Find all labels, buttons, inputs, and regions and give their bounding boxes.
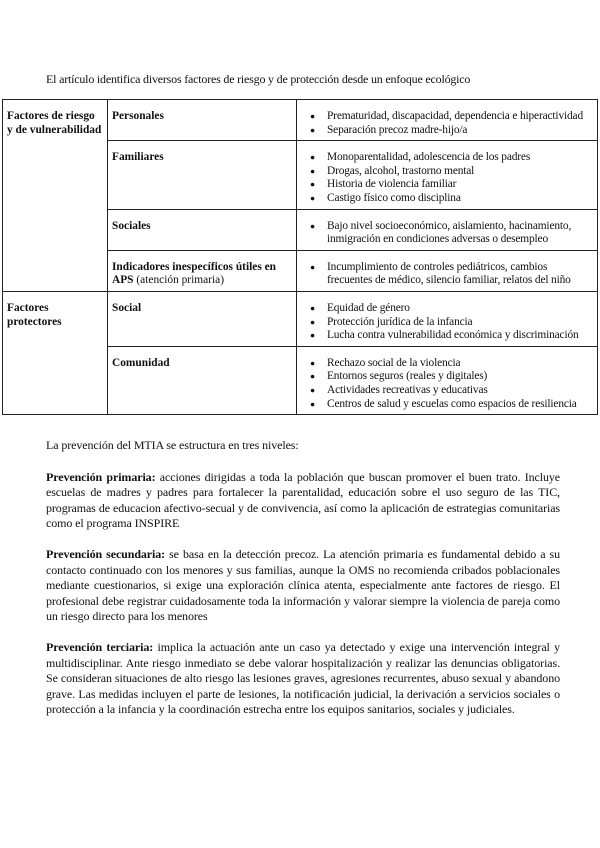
category-personales: Personales <box>108 100 297 141</box>
category-social: Social <box>108 291 297 346</box>
level-text: implica la actuación ante un caso ya detectado y exige una intervención integral y multidisciplinar. Ante riesgo inmediato se debe valorar hospitalización y realizar las denuncias obligatorias. Se consideran situaciones de alto riesgo las lesiones graves, agresiones recurrentes, abuso sexual y abandono grave. Las medidas incluyen el parte de lesiones, la notificación judicial, la derivación a servicios sociales o protección a la infancia y la coordinación estrecha entre los equipos sanitarios, sociales y judiciales. <box>46 639 561 717</box>
prevention-secondary <box>46 547 560 625</box>
risk-protection-table <box>2 99 598 415</box>
items-cell <box>297 291 598 346</box>
table-row <box>3 100 598 141</box>
table-row <box>3 291 598 346</box>
category-sociales: Sociales <box>108 209 297 250</box>
bullet-list <box>301 220 593 247</box>
category-comunidad: Comunidad <box>108 346 297 414</box>
list-item: ● Historia de violencia familiar <box>327 178 593 192</box>
list-item: ● Centros de salud y escuelas como espacios de resiliencia <box>327 398 593 412</box>
group-title-risk: Factores de riesgo y de vulnerabilidad <box>3 100 108 292</box>
category-note: (atención primaria) <box>136 274 224 287</box>
level-text: acciones dirigidas a toda la población que buscan promover el buen trato. Incluye escuelas de madres y padres para fortalecer la parentalidad, educación sobre el uso seguro de las TIC, programas de educacion afectivo-secual y de convivencia, así como la aplicación de estrategias comunitarias como el programa INSPIRE <box>46 469 560 531</box>
items-cell <box>297 250 598 291</box>
list-item: ● Bajo nivel socioeconómico, aislamiento, hacinamiento, inmigración en condiciones adversas o desempleo <box>327 220 593 247</box>
prevention-lead: La prevención del MTIA se estructura en tres niveles: <box>46 438 299 452</box>
list-item: ● Incumplimiento de controles pediátricos, cambios frecuentes de médico, silencio familiar, relatos del niño <box>327 261 593 288</box>
items-cell <box>297 141 598 209</box>
items-cell <box>297 346 598 414</box>
list-item: ● Drogas, alcohol, trastorno mental <box>327 165 593 179</box>
category-indicadores-aps <box>108 250 297 291</box>
list-item: ● Monoparentalidad, adolescencia de los padres <box>327 151 593 165</box>
list-item: ● Separación precoz madre-hijo/a <box>327 124 593 138</box>
list-item: ● Lucha contra vulnerabilidad económica y discriminación <box>327 329 593 343</box>
level-text: se basa en la detección precoz. La atención primaria es fundamental debido a su contacto continuado con los menores y sus familias, aunque la OMS no recomienda cribados poblacionales mediante cuestionarios, si exige una exploración clínica atenta, especialmente ante factores de riesgo. El profesional debe registrar cuidadosamente toda la información y valorar siempre la violencia de pareja como un riesgo directo para los menores <box>46 546 560 624</box>
list-item: ● Actividades recreativas y educativas <box>327 384 593 398</box>
bullet-list <box>301 110 593 137</box>
items-cell <box>297 209 598 250</box>
list-item: ● Prematuridad, discapacidad, dependencia e hiperactividad <box>327 110 593 124</box>
level-label: Prevención terciaria: <box>46 639 154 654</box>
bullet-list <box>301 261 593 288</box>
bullet-list <box>301 151 593 205</box>
bullet-list <box>301 357 593 411</box>
prevention-tertiary <box>46 640 560 718</box>
list-item: ● Entornos seguros (reales y digitales) <box>327 370 593 384</box>
intro-sentence: El artículo identifica diversos factores de riesgo y de protección desde un enfoque ecológico <box>46 72 471 86</box>
prevention-section <box>46 438 560 733</box>
level-label: Prevención primaria: <box>46 469 156 484</box>
list-item: ● Protección jurídica de la infancia <box>327 316 593 330</box>
category-familiares: Familiares <box>108 141 297 209</box>
list-item: ● Equidad de género <box>327 302 593 316</box>
category-label: Indicadores inespecíficos útiles en APS <box>112 260 277 287</box>
list-item: ● Rechazo social de la violencia <box>327 357 593 371</box>
bullet-list <box>301 302 593 343</box>
prevention-primary <box>46 470 560 532</box>
level-label: Prevención secundaria: <box>46 546 166 561</box>
group-title-protective: Factores protectores <box>3 291 108 414</box>
items-cell <box>297 100 598 141</box>
list-item: ● Castigo físico como disciplina <box>327 192 593 206</box>
